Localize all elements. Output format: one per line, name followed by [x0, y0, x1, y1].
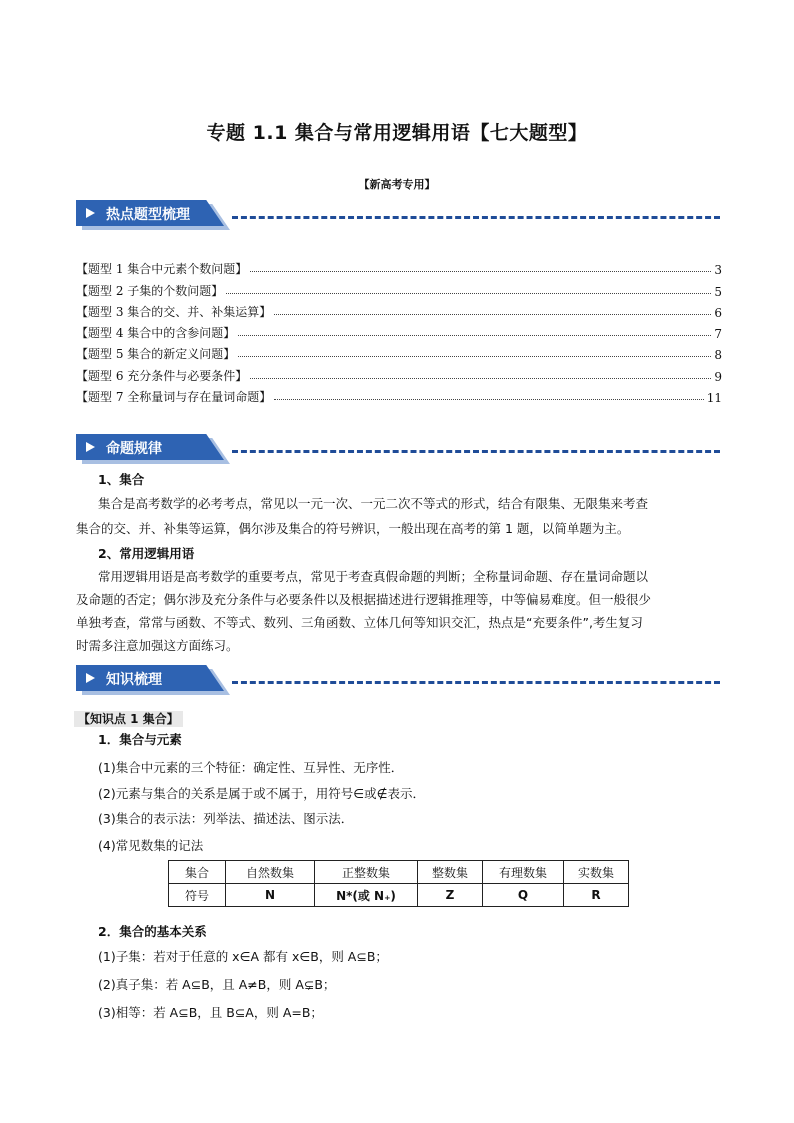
table-cell: 整数集 [418, 861, 483, 884]
toc-item[interactable]: 【题型 4 集合中的含参问题】 7 [76, 326, 722, 342]
number-sets-table [168, 860, 629, 907]
subsection-heading: 1．集合与元素 [98, 732, 182, 747]
section-heading: 热点题型梳理 [106, 207, 190, 223]
subsection-heading: 1、集合 [98, 472, 145, 487]
paragraph-line: (4)常见数集的记法 [98, 838, 204, 853]
table-cell: 有理数集 [483, 861, 564, 884]
toc-item[interactable]: 【题型 2 子集的个数问题】 5 [76, 283, 722, 299]
table-row [169, 861, 629, 884]
section-banner-knowledge [76, 665, 726, 691]
paragraph-line: (2)真子集：若 A⊆B，且 A≠B，则 A⊊B； [98, 977, 336, 992]
dash-divider [232, 216, 720, 219]
paragraph-line: (1)集合中元素的三个特征：确定性、互异性、无序性． [98, 760, 404, 775]
paragraph-line: 集合是高考数学的必考考点，常见以一元一次、一元二次不等式的形式，结合有限集、无限集来考查 [98, 496, 649, 511]
table-cell: N*(或 N₊) [315, 884, 418, 907]
subsection-heading: 2．集合的基本关系 [98, 924, 207, 939]
table-cell: 集合 [169, 861, 226, 884]
table-cell: R [564, 884, 629, 907]
section-heading: 命题规律 [106, 441, 162, 457]
table-cell: 自然数集 [226, 861, 315, 884]
play-arrow-icon [86, 673, 95, 683]
dash-divider [232, 681, 720, 684]
table-of-contents [76, 256, 722, 405]
table-cell: 正整数集 [315, 861, 418, 884]
knowledge-point-tag: 【知识点 1 集合】 [74, 711, 183, 727]
paragraph-line: 常用逻辑用语是高考数学的重要考点，常见于考查真假命题的判断；全称量词命题、存在量词命题以 [98, 569, 649, 584]
table-cell: 实数集 [564, 861, 629, 884]
paragraph-line: 时需多注意加强这方面练习。 [76, 638, 239, 653]
toc-item[interactable]: 【题型 5 集合的新定义问题】 8 [76, 347, 722, 363]
section-banner-rule [76, 434, 726, 460]
table-cell: N [226, 884, 315, 907]
paragraph-line: 单独考查，常常与函数、不等式、数列、三角函数、立体几何等知识交汇，热点是“充要条件”,考生复习 [76, 615, 643, 630]
table-cell: 符号 [169, 884, 226, 907]
paragraph-line: (3)相等：若 A⊆B，且 B⊆A，则 A=B； [98, 1005, 323, 1020]
table-cell: Q [483, 884, 564, 907]
paragraph-line: 集合的交、并、补集等运算，偶尔涉及集合的符号辨识，一般出现在高考的第 1 题，以简单题为主。 [76, 521, 630, 536]
play-arrow-icon [86, 208, 95, 218]
toc-item[interactable]: 【题型 1 集合中元素个数问题】 3 [76, 262, 722, 278]
play-arrow-icon [86, 442, 95, 452]
paragraph-line: (1)子集：若对于任意的 x∈A 都有 x∈B，则 A⊆B； [98, 949, 388, 964]
toc-item[interactable]: 【题型 7 全称量词与存在量词命题】 11 [76, 390, 722, 406]
section-heading: 知识梳理 [106, 672, 162, 688]
table-cell: Z [418, 884, 483, 907]
page-title: 专题 1.1 集合与常用逻辑用语【七大题型】 [206, 122, 588, 144]
page-subtitle: 【新高考专用】 [358, 178, 436, 191]
toc-item[interactable]: 【题型 3 集合的交、并、补集运算】 6 [76, 304, 722, 320]
paragraph-line: (3)集合的表示法：列举法、描述法、图示法． [98, 811, 354, 826]
section-banner-hot [76, 200, 726, 226]
paragraph-line: 及命题的否定；偶尔涉及充分条件与必要条件以及根据描述进行逻辑推理等，中等偏易难度。但一般很少 [76, 592, 652, 607]
paragraph-line: (2)元素与集合的关系是属于或不属于，用符号∈或∉表示． [98, 786, 425, 801]
toc-item[interactable]: 【题型 6 充分条件与必要条件】 9 [76, 368, 722, 384]
dash-divider [232, 450, 720, 453]
subsection-heading: 2、常用逻辑用语 [98, 546, 195, 561]
table-row [169, 884, 629, 907]
